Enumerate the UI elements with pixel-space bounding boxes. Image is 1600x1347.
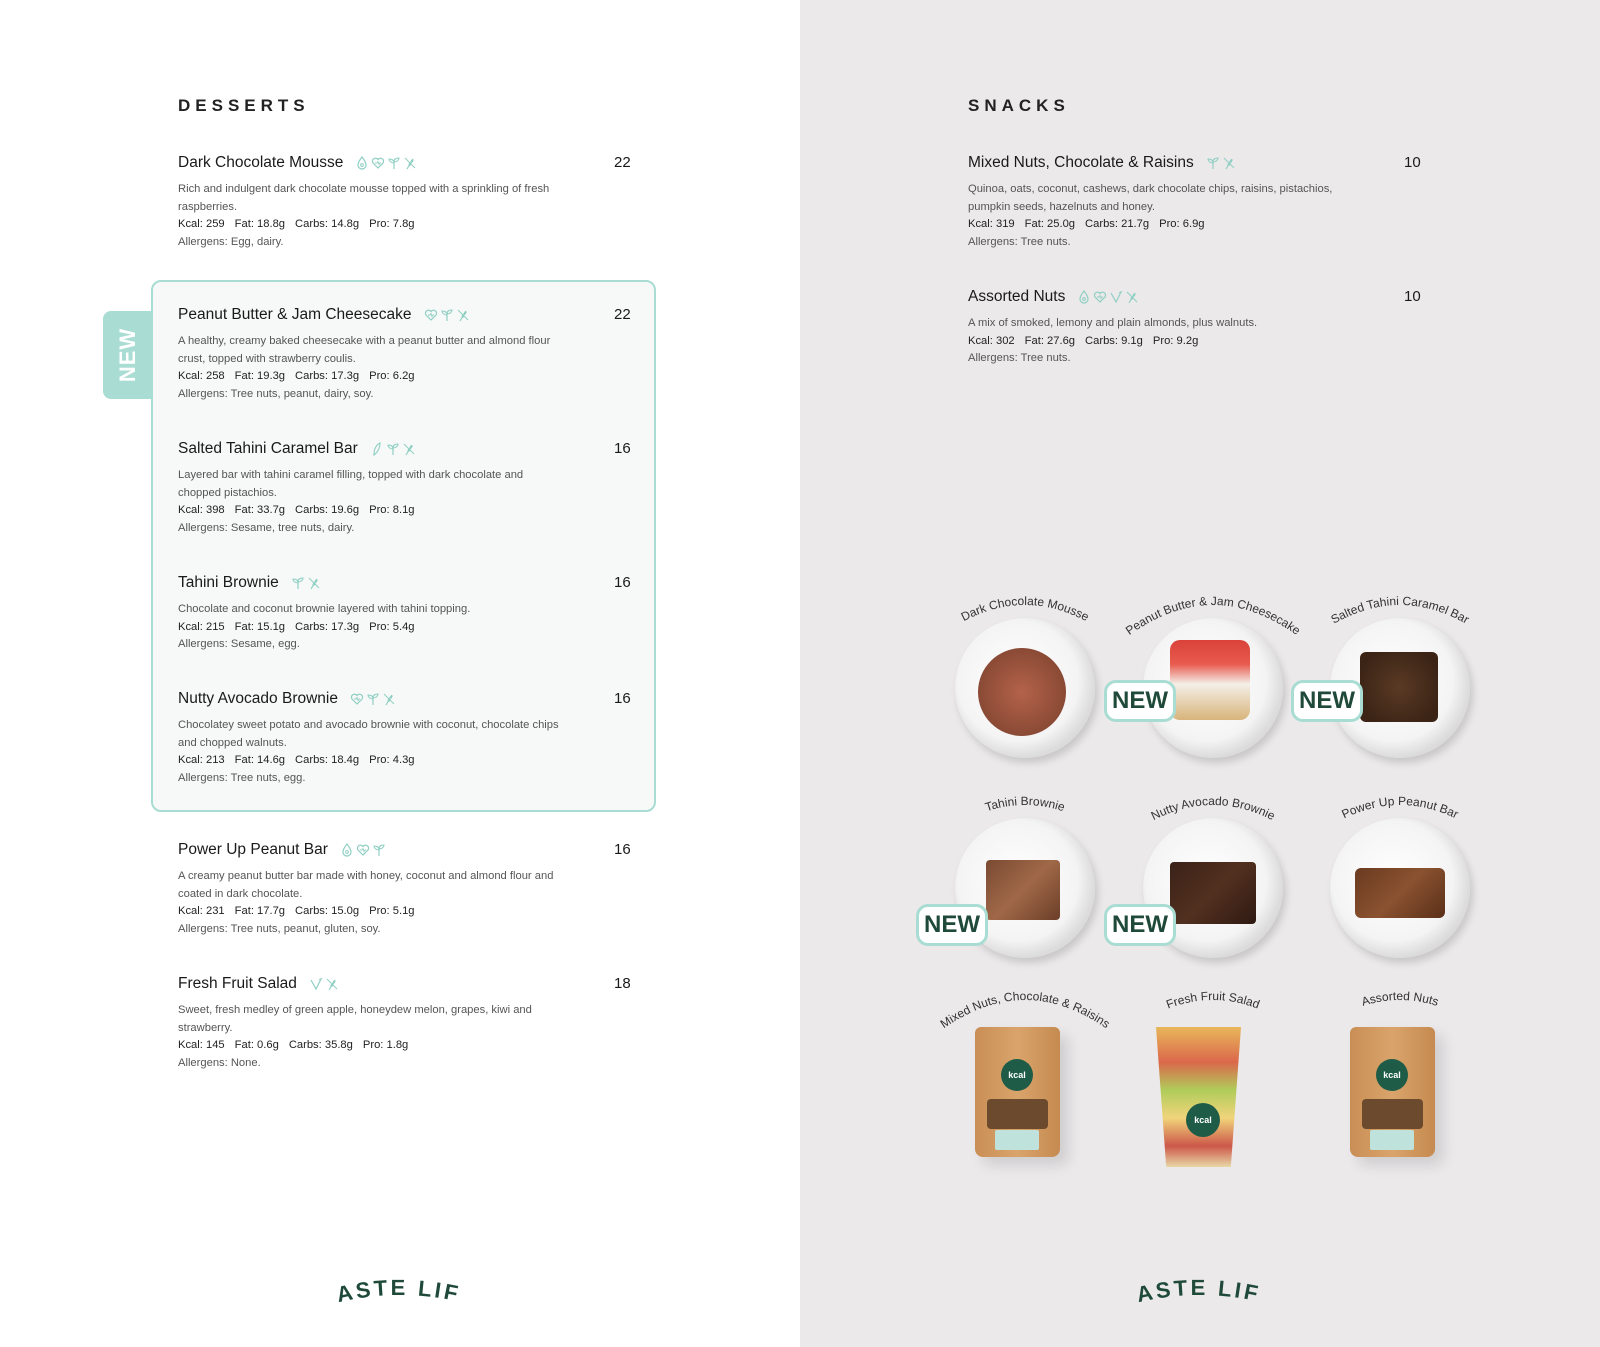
wheat-free-icon [1222, 156, 1236, 170]
svg-text:Peanut Butter & Jam Cheesecake: Peanut Butter & Jam Cheesecake [1122, 593, 1304, 638]
heart-icon [356, 843, 370, 857]
item-description: Sweet, fresh medley of green apple, honeydew melon, grapes, kiwi and strawberry. [178, 1004, 532, 1034]
item-price: 22 [614, 154, 631, 171]
fat-value: Fat: 0.6g [234, 1039, 279, 1051]
svg-text:TASTE LIFE: ASTE LIF [1134, 1274, 1263, 1308]
dessert-image [978, 648, 1066, 736]
diet-icons [291, 576, 321, 590]
item-name: Peanut Butter & Jam Cheesecake [178, 306, 412, 323]
fruit-cup [1156, 1027, 1241, 1167]
product-photo [910, 975, 1113, 1165]
heart-icon [371, 156, 385, 170]
menu-item [178, 975, 638, 1072]
new-tab [103, 311, 153, 399]
drop-icon [355, 156, 369, 170]
item-description: Chocolate and coconut brownie layered with tahini topping. [178, 603, 471, 615]
item-macros [178, 619, 638, 637]
snacks-page [800, 0, 1600, 1347]
heart-icon [1093, 290, 1107, 304]
fat-value: Fat: 19.3g [234, 370, 286, 382]
item-allergens: Allergens: Tree nuts. [968, 235, 1071, 248]
sprout-icon [440, 308, 454, 322]
heart-icon [350, 692, 364, 706]
dessert-image [1170, 640, 1250, 720]
wheat-free-icon [1125, 290, 1139, 304]
svg-text:Dark Chocolate Mousse: Dark Chocolate Mousse [958, 593, 1092, 624]
carbs-value: Carbs: 17.3g [295, 620, 360, 633]
svg-text:Salted Tahini Caramel Bar: Salted Tahini Caramel Bar [1328, 593, 1472, 627]
protein-value: Pro: 8.1g [369, 504, 415, 516]
carbs-value: Carbs: 35.8g [288, 1039, 353, 1051]
vegan-icon [309, 977, 323, 991]
item-name: Salted Tahini Caramel Bar [178, 440, 358, 457]
diet-icons [1077, 290, 1139, 304]
item-macros [968, 216, 1428, 234]
snacks-title: SNACKS [968, 96, 1070, 115]
item-price: 22 [614, 306, 631, 323]
item-name: Assorted Nuts [968, 288, 1066, 305]
item-macros [178, 752, 638, 770]
menu-item [178, 690, 638, 787]
protein-value: Pro: 6.9g [1159, 218, 1205, 230]
drop-icon [340, 843, 354, 857]
wheat-free-icon [325, 977, 339, 991]
wheat-free-icon [382, 692, 396, 706]
fat-value: Fat: 17.7g [234, 905, 286, 917]
dessert-image [1170, 862, 1256, 924]
item-description: Layered bar with tahini caramel filling, topped with dark chocolate and chopped pistachios. [178, 469, 524, 499]
menu-item [178, 841, 638, 938]
item-macros [178, 1037, 638, 1055]
kcal-value: Kcal: 259 [178, 218, 225, 230]
protein-value: Pro: 7.8g [369, 218, 415, 230]
diet-icons [350, 692, 396, 706]
item-macros [178, 216, 638, 234]
snack-pouch [1350, 1027, 1435, 1157]
product-photo [910, 580, 1100, 770]
menu-item [968, 154, 1428, 251]
taste-life-arc [1100, 1270, 1300, 1310]
fat-value: Fat: 25.0g [1024, 218, 1076, 230]
snack-pouch [975, 1027, 1060, 1157]
sprout-icon [372, 843, 386, 857]
pouch-window [1362, 1099, 1423, 1129]
item-price: 16 [614, 841, 631, 858]
taste-life-arc [300, 1270, 500, 1310]
brand-logo: kcal [1001, 1059, 1033, 1091]
carbs-value: Carbs: 18.4g [295, 754, 360, 766]
pouch-label [1370, 1130, 1414, 1150]
item-price: 16 [614, 690, 631, 707]
wheat-free-icon [307, 576, 321, 590]
taste-life-logo [1100, 1270, 1300, 1316]
desserts-title: DESSERTS [178, 96, 310, 115]
svg-text:Power Up Peanut Bar: Power Up Peanut Bar [1339, 793, 1461, 822]
pouch-window [987, 1099, 1048, 1129]
item-price: 16 [614, 574, 631, 591]
item-allergens: Allergens: Tree nuts, peanut, gluten, soy. [178, 922, 381, 935]
product-photo [1285, 780, 1475, 970]
carbs-value: Carbs: 9.1g [1085, 334, 1143, 347]
item-allergens: Allergens: None. [178, 1056, 261, 1069]
item-description: A healthy, creamy baked cheesecake with a peanut butter and almond flour crust, topped with strawberry coulis. [178, 335, 551, 365]
protein-value: Pro: 1.8g [362, 1039, 409, 1051]
dessert-image [1355, 868, 1445, 918]
menu-item [968, 288, 1428, 368]
kcal-value: Kcal: 213 [178, 754, 225, 766]
brand-logo: kcal [1376, 1059, 1408, 1091]
kcal-value: Kcal: 319 [968, 218, 1015, 230]
fat-value: Fat: 15.1g [234, 620, 286, 633]
leaf-icon [370, 442, 384, 456]
new-tab-label: NEW [115, 327, 141, 383]
item-allergens: Allergens: Egg, dairy. [178, 235, 284, 248]
protein-value: Pro: 6.2g [369, 370, 415, 382]
sprout-icon [291, 576, 305, 590]
carbs-value: Carbs: 17.3g [295, 370, 360, 382]
item-name: Power Up Peanut Bar [178, 841, 328, 858]
sprout-icon [387, 156, 401, 170]
svg-text:Nutty Avocado Brownie: Nutty Avocado Brownie [1148, 793, 1278, 823]
product-photo [1098, 975, 1288, 1165]
fat-value: Fat: 33.7g [234, 504, 286, 516]
svg-text:Assorted Nuts: Assorted Nuts [1359, 988, 1441, 1009]
svg-text:TASTE LIFE: ASTE LIF [334, 1274, 463, 1308]
new-badge: NEW [1104, 680, 1176, 722]
pouch-label [995, 1130, 1039, 1150]
dessert-image [1360, 652, 1438, 722]
product-photo [1098, 580, 1304, 770]
item-description: Chocolatey sweet potato and avocado brownie with coconut, chocolate chips and chopped walnuts. [178, 719, 559, 749]
diet-icons [1206, 156, 1236, 170]
item-price: 16 [614, 440, 631, 457]
sprout-icon [366, 692, 380, 706]
carbs-value: Carbs: 21.7g [1085, 218, 1150, 230]
item-macros [178, 502, 638, 520]
item-macros [178, 903, 638, 921]
item-description: A creamy peanut butter bar made with honey, coconut and almond flour and coated in dark chocolate. [178, 870, 554, 900]
item-name: Tahini Brownie [178, 574, 279, 591]
item-price: 10 [1404, 154, 1421, 171]
carbs-value: Carbs: 15.0g [295, 905, 360, 917]
kcal-value: Kcal: 302 [968, 334, 1015, 347]
svg-text:Fresh Fruit Salad: Fresh Fruit Salad [1164, 988, 1262, 1012]
carbs-value: Carbs: 14.8g [295, 218, 360, 230]
product-photo [1285, 975, 1475, 1165]
menu-item [178, 306, 638, 403]
diet-icons [355, 156, 417, 170]
heart-icon [424, 308, 438, 322]
fat-value: Fat: 18.8g [234, 218, 286, 230]
item-name: Dark Chocolate Mousse [178, 154, 344, 171]
diet-icons [424, 308, 470, 322]
kcal-value: Kcal: 215 [178, 620, 225, 633]
diet-icons [370, 442, 416, 456]
dessert-image [986, 860, 1060, 920]
item-price: 18 [614, 975, 631, 992]
item-name: Fresh Fruit Salad [178, 975, 297, 992]
menu-item [178, 574, 638, 654]
item-allergens: Allergens: Tree nuts, egg. [178, 771, 306, 784]
protein-value: Pro: 5.1g [369, 905, 415, 917]
fat-value: Fat: 14.6g [234, 754, 286, 766]
item-description: A mix of smoked, lemony and plain almonds, plus walnuts. [968, 317, 1258, 329]
diet-icons [340, 843, 386, 857]
new-badge: NEW [916, 904, 988, 946]
item-allergens: Allergens: Tree nuts. [968, 352, 1071, 364]
menu-item [178, 154, 638, 251]
item-name: Nutty Avocado Brownie [178, 690, 338, 707]
kcal-value: Kcal: 145 [178, 1039, 225, 1051]
item-name: Mixed Nuts, Chocolate & Raisins [968, 154, 1194, 171]
product-photo [1098, 780, 1288, 970]
fat-value: Fat: 27.6g [1024, 334, 1076, 347]
kcal-value: Kcal: 258 [178, 370, 225, 382]
item-macros [968, 333, 1428, 351]
item-price: 10 [1404, 288, 1421, 305]
drop-icon [1077, 290, 1091, 304]
item-allergens: Allergens: Sesame, tree nuts, dairy. [178, 521, 355, 534]
item-description: Quinoa, oats, coconut, cashews, dark chocolate chips, raisins, pistachios, pumpkin seeds, hazelnuts and honey. [968, 183, 1333, 213]
new-badge: NEW [1291, 680, 1363, 722]
wheat-free-icon [402, 442, 416, 456]
item-macros [178, 368, 638, 386]
sprout-icon [1206, 156, 1220, 170]
protein-value: Pro: 5.4g [369, 620, 415, 633]
product-photo [1285, 580, 1475, 770]
brand-logo: kcal [1186, 1103, 1220, 1137]
taste-life-logo [300, 1270, 500, 1316]
item-allergens: Allergens: Sesame, egg. [178, 638, 300, 650]
product-photo [910, 780, 1100, 970]
wheat-free-icon [403, 156, 417, 170]
svg-text:Mixed Nuts, Chocolate & Raisin: Mixed Nuts, Chocolate & Raisins [937, 988, 1113, 1031]
sprout-icon [386, 442, 400, 456]
protein-value: Pro: 9.2g [1152, 334, 1199, 347]
wheat-free-icon [456, 308, 470, 322]
new-badge: NEW [1104, 904, 1176, 946]
item-description: Rich and indulgent dark chocolate mousse topped with a sprinkling of fresh raspberries. [178, 183, 550, 213]
kcal-value: Kcal: 398 [178, 504, 225, 516]
kcal-value: Kcal: 231 [178, 905, 225, 917]
svg-text:Tahini Brownie: Tahini Brownie [983, 793, 1067, 815]
vegan-icon [1109, 290, 1123, 304]
carbs-value: Carbs: 19.6g [295, 504, 360, 516]
diet-icons [309, 977, 339, 991]
item-allergens: Allergens: Tree nuts, peanut, dairy, soy. [178, 387, 374, 400]
protein-value: Pro: 4.3g [369, 754, 415, 766]
menu-item [178, 440, 638, 537]
